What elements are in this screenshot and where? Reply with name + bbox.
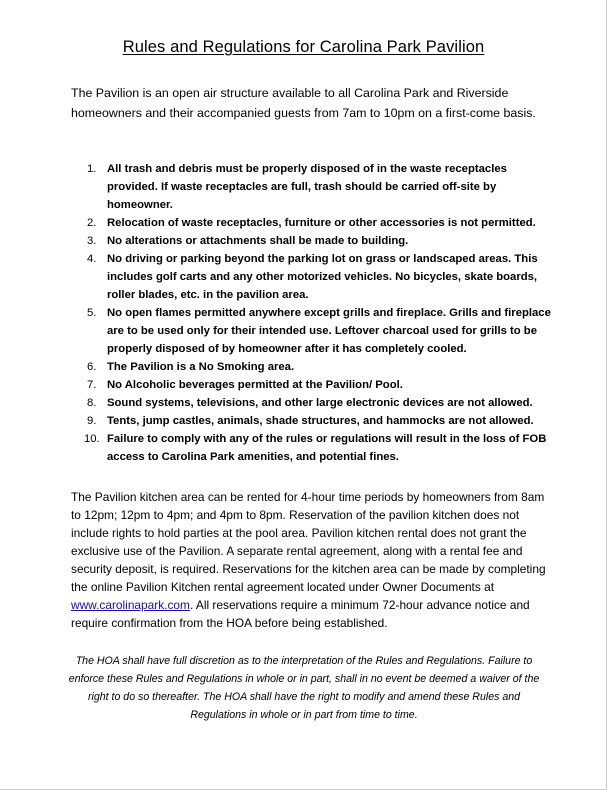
hoa-disclaimer: The HOA shall have full discretion as to the interpretation of the Rules and Regulations. Failure to enforce these Rules and Regulations in whole or in part, shall in no event be deemed a waiver of the right to do so thereafter. The HOA shall have the right to modify and amend these Rules and Regulations in whole or in part from time to time. (68, 655, 540, 721)
document-title: Rules and Regulations for Carolina Park Pavilion (122, 38, 485, 56)
rule-text: Relocation of waste receptacles, furniture or other accessories is not permitted. (107, 217, 536, 229)
rule-text: All trash and debris must be properly disposed of in the waste receptacles provided. If waste receptacles are full, trash should be carried off-site by homeowner. (107, 163, 507, 211)
rule-text: No open flames permitted anywhere except grills and fireplace. Grills and fireplace are to be used only for their intended use. Leftover charcoal used for grills to be properly disposed of by homeowner after it has completely cooled. (107, 307, 551, 355)
rule-number: 1. (87, 163, 97, 175)
rule-number: 3. (87, 235, 97, 247)
rule-item (71, 376, 551, 394)
rule-text: The Pavilion is a No Smoking area. (107, 361, 295, 373)
rule-number: 9. (87, 415, 97, 427)
kitchen-rental-paragraph (71, 488, 551, 632)
rule-text: Sound systems, televisions, and other large electronic devices are not allowed. (107, 397, 533, 409)
rule-number: 6. (87, 361, 97, 373)
rental-text-after-link: . All reservations require a minimum 72-hour advance notice and require confirmation from the HOA before being established. (71, 598, 530, 630)
rule-item (71, 160, 551, 214)
rule-text: Tents, jump castles, animals, shade structures, and hammocks are not allowed. (107, 415, 534, 427)
rule-number: 2. (87, 217, 97, 229)
rule-text: No Alcoholic beverages permitted at the Pavilion/ Pool. (107, 379, 403, 391)
rules-list (71, 160, 551, 466)
rule-number: 7. (87, 379, 97, 391)
rule-number: 8. (87, 397, 97, 409)
rule-item (71, 214, 551, 232)
intro-paragraph: The Pavilion is an open air structure available to all Carolina Park and Riverside homeowners and their accompanied guests from 7am to 10pm on a first-come basis. (71, 86, 536, 120)
rental-text-before-link: The Pavilion kitchen area can be rented for 4-hour time periods by homeowners from 8am to 12pm; 12pm to 4pm; and 4pm to 8pm. Reservation of the pavilion kitchen does not include rights to hold parties at the pool area. Pavilion kitchen rental does not grant the exclusive use of the Pavilion. A separate rental agreement, along with a rental fee and security deposit, is required. Reservations for the kitchen area can be made by completing the online Pavilion Kitchen rental agreement located under Owner Documents at (71, 490, 546, 594)
rule-item (71, 232, 551, 250)
rule-text: Failure to comply with any of the rules or regulations will result in the loss of FOB access to Carolina Park amenities, and potential fines. (107, 433, 547, 463)
rule-item (71, 250, 551, 304)
rule-item (71, 394, 551, 412)
rule-text: No driving or parking beyond the parking lot on grass or landscaped areas. This includes golf carts and any other motorized vehicles. No bicycles, skate boards, roller blades, etc. in the pavilion area. (107, 253, 538, 301)
rule-item (71, 430, 551, 466)
rule-item (71, 358, 551, 376)
rule-number: 5. (87, 307, 97, 319)
carolinapark-website-link[interactable]: www.carolinapark.com (71, 598, 190, 612)
rule-number: 10. (84, 433, 100, 445)
rule-item (71, 412, 551, 430)
rule-text: No alterations or attachments shall be made to building. (107, 235, 409, 247)
rule-item (71, 304, 551, 358)
rule-number: 4. (87, 253, 97, 265)
